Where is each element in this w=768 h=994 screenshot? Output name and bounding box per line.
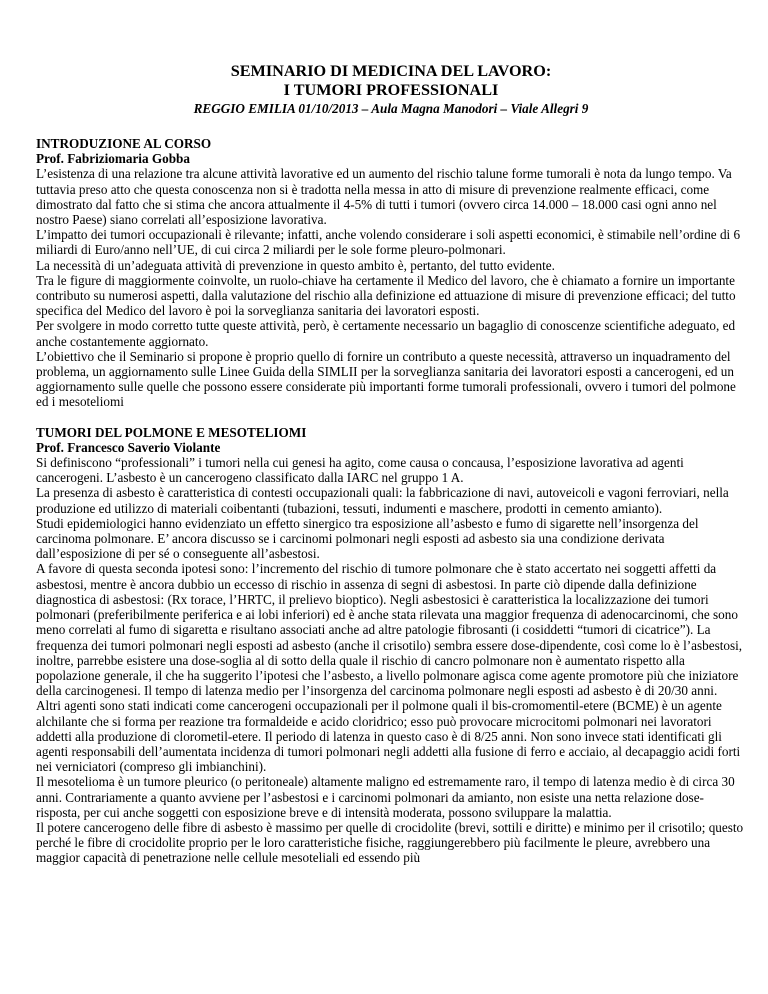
section-heading-lung-tumors: TUMORI DEL POLMONE E MESOTELIOMI — [36, 424, 307, 440]
section-author: Prof. Fabriziomaria Gobba — [36, 151, 190, 167]
paragraph: La necessità di un’adeguata attività di prevenzione in questo ambito è, pertanto, del tutto evidente. — [36, 257, 555, 273]
paragraph: A favore di questa seconda ipotesi sono: l’incremento del rischio di tumore polmonare che è stato accertato nei soggetti affetti da asbestosi, mentre è ancora dubbio un eccesso di rischio in assenza di segni di asbestosi. In parte ciò dipende dalla definizione diagnostica di asbestosi: (Rx torace, l’HRTC, il prelievo bioptico). Negli asbestosici è caratteristica la localizzazione dei tumori polmonari (preferibilmente periferica e ai lobi inferiori) ed è anche stata rilevata una maggior frequenza di adenocarcinomi, che sono meno correlati al fumo di sigaretta e risultano associati anche ad altre patologie fibrosanti (i cosiddetti “tumori di cicatrice”). La frequenza dei tumori polmonari negli esposti ad asbesto (anche il crisotilo) sembra essere dose-dipendente, così come lo è l’asbestosi, inoltre, parrebbe esistere una dose-soglia al di sotto della quale il rischio di cancro polmonare non è aumentato rispetto alla popolazione generale, il che ha suggerito l’ipotesi che l’asbesto, a livello polmonare agisca come agente promotore più che iniziatore della carcinogenesi. Il tempo di latenza medio per l’insorgenza del carcinoma polmonare negli esposti ad asbesto è di 20/30 anni. — [36, 561, 743, 699]
section-spacer — [36, 410, 746, 425]
paragraph: Per svolgere in modo corretto tutte queste attività, però, è certamente necessario un bagaglio di conoscenze scientifiche adeguato, ed anche costantemente aggiornato. — [36, 318, 736, 349]
title-line-1: SEMINARIO DI MEDICINA DEL LAVORO: — [230, 62, 552, 80]
paragraph: La presenza di asbesto è caratteristica di contesti occupazionali quali: la fabbricazione di navi, autoveicoli e vagoni ferroviari, nella produzione ed utilizzo di materiali coibentanti (tubazioni, tessuti, indumenti e maschere, prodotti in cemento amianto). — [36, 485, 729, 516]
paragraph: Il potere cancerogeno delle fibre di asbesto è massimo per quelle di crocidolite (brevi, sottili e diritte) e minimo per il crisotilo; questo perché le fibre di crocidolite proprio per le loro caratteristiche fisiche, raggiungerebbero più facilmente le pleure, avrebbero una maggior capacità di penetrazione nelle cellule mesoteliali ed essendo più — [36, 819, 744, 866]
event-subtitle: REGGIO EMILIA 01/10/2013 – Aula Magna Manodori – Viale Allegri 9 — [193, 101, 589, 116]
paragraph: Tra le figure di maggiormente coinvolte, un ruolo-chiave ha certamente il Medico del lavoro, che è chiamato a fornire un importante contributo su numerosi aspetti, dalla valutazione del rischio alla definizione ed attuazione di misure di prevenzione efficaci; del tutto specifica del Medico del lavoro è poi la sorveglianza sanitaria dei lavoratori esposti. — [36, 272, 736, 319]
paragraph: Si definiscono “professionali” i tumori nella cui genesi ha agito, come causa o concausa, l’esposizione lavorativa ad agenti cancerogeni. L’asbesto è un cancerogeno classificato dalla IARC nel gruppo 1 A. — [36, 455, 684, 486]
paragraph: Il mesotelioma è un tumore pleurico (o peritoneale) altamente maligno ed estremamente raro, il tempo di latenza medio è di circa 30 anni. Contrariamente a quanto avviene per l’asbestosi e i carcinomi polmonari da amianto, non esiste una netta relazione dose-risposta, per cui anche soggetti con esposizione breve e di intensità moderata, possono sviluppare la malattia. — [36, 774, 735, 820]
paragraph: Altri agenti sono stati indicati come cancerogeni occupazionali per il polmone quali il bis-cromomentil-etere (BCME) è un agente alchilante che si forma per reazione tra formaldeide e acido cloridrico; esso può provocare microcitomi polmonari nei lavoratori addetti alla produzione di clorometil-etere. Il periodo di latenza in questo caso è di 8/25 anni. Non sono invece stati identificati gli agenti responsabili dell’aumentata incidenza di tumori polmonari negli addetti alla fusione di ferro e acciaio, al decapaggio acidi forti nei verniciatori (compreso gli imbianchini). — [36, 698, 741, 775]
paragraph: L’obiettivo che il Seminario si propone è proprio quello di fornire un contributo a queste necessità, attraverso un inquadramento del problema, un aggiornamento sulle Linee Guida della SIMLII per la sorveglianza sanitaria dei lavoratori esposti a cancerogeni, ed un aggiornamento sulle quelle che possono essere considerate più importanti forme tumorali professionali, ovvero i tumori del polmone ed i mesoteliomi — [36, 348, 736, 410]
section-author: Prof. Francesco Saverio Violante — [36, 439, 221, 455]
title-line-2: I TUMORI PROFESSIONALI — [283, 81, 499, 99]
paragraph: L’esistenza di una relazione tra alcune attività lavorative ed un aumento del rischio talune forme tumorali è nota da lungo tempo. Va tuttavia preso atto che questa conoscenza non si è tradotta nella messa in atto di misure di prevenzione realmente efficaci, come dimostrato dal fatto che si stima che ancora attualmente il 4-5% di tutti i tumori (ovvero circa 14.000 – 18.000 casi ogni anno nel nostro Paese) siano correlati all’esposizione lavorativa. — [36, 166, 732, 228]
paragraph: Studi epidemiologici hanno evidenziato un effetto sinergico tra esposizione all’asbesto e fumo di sigarette nell’insorgenza del carcinoma polmonare. E’ ancora discusso se i carcinomi polmonari negli esposti ad asbesto sia una condizione derivata dall’esposizione di per sé o conseguente all’asbestosi. — [36, 515, 699, 562]
section-heading-introduction: INTRODUZIONE AL CORSO — [36, 136, 212, 151]
paragraph: L’impatto dei tumori occupazionali è rilevante; infatti, anche volendo considerare i soli aspetti economici, è stimabile nell’ordine di 6 miliardi di Euro/anno nell’UE, di cui circa 2 miliardi per le sole forme pleuro-polmonari. — [36, 227, 741, 258]
